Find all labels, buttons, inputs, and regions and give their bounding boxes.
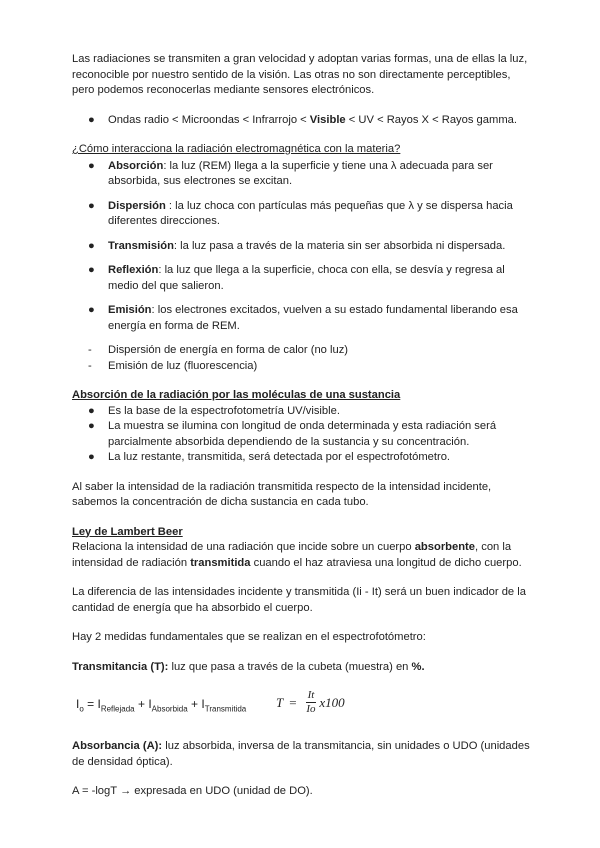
bullet-icon: ● (88, 420, 95, 432)
bullet-icon: ● (88, 159, 95, 172)
lambert-paragraph: Relaciona la intensidad de una radiación que incide sobre un cuerpo absorbente, con la intensidad de radiación transmitida cuando el haz atraviesa una longitud de dicho cuerpo. (72, 541, 522, 569)
list-item: ● Absorción: la luz (REM) llega a la superficie y tiene una λ adecuada para ser absorbida, sus electrones se excitan. (88, 159, 493, 187)
interaction-heading: ¿Cómo interacciona la radiación electromagnética con la materia? (72, 143, 401, 155)
bullet-icon: ● (88, 199, 95, 212)
list-item: ● Dispersión : la luz choca con partículas más pequeñas que λ y se dispersa hacia diferentes direcciones. (88, 199, 513, 227)
fraction: $\frac{It}{Io}$ (306, 689, 316, 715)
dash-icon: - (88, 344, 92, 356)
absorption-list (72, 404, 532, 466)
absorption-heading: Absorción de la radiación por las moléculas de una sustancia (72, 389, 401, 401)
list-item: ● Transmisión: la luz pasa a través de la materia sin ser absorbida ni dispersada. (72, 239, 532, 255)
dash-list (72, 343, 532, 374)
list-item: ● La luz restante, transmitida, será detectada por el espectrofotómetro. (72, 450, 532, 466)
difference-paragraph: La diferencia de las intensidades incidente y transmitida (Ii - It) será un buen indicador de la cantidad de energía que ha absorbido el cuerpo. (72, 586, 526, 614)
bullet-icon: ● (88, 404, 95, 417)
document-page (72, 52, 532, 800)
list-item: - Emisión de luz (fluorescencia) (72, 359, 532, 375)
bullet-icon: ● (88, 451, 95, 463)
intro-paragraph: Las radiaciones se transmiten a gran velocidad y adoptan varias formas, una de ellas la luz, reconocible por nuestro sentido de la visión. Las otras no son directamente perceptibles, pero podemos reconocerlas mediante sensores electrónicos. (72, 53, 528, 96)
intensity-sum-formula: $I_o = I_{Reflejada} + I_{Absorbida} + I_{Transmitida}$ (76, 697, 247, 714)
spectrum-item: ● Ondas radio < Microondas < Infrarrojo < Visible < UV < Rayos X < Rayos gamma. (72, 113, 532, 129)
list-item: - Dispersión de energía en forma de calor (no luz) (72, 343, 532, 359)
spectrum-list (72, 113, 532, 129)
list-item: ● Reflexión: la luz que llega a la superficie, choca con ella, se desvía y regresa al medio del que salieron. (88, 264, 505, 292)
measures-paragraph: Hay 2 medidas fundamentales que se realizan en el espectrofotómetro: (72, 631, 426, 643)
dash-icon: - (88, 359, 92, 372)
absorbance-formula: A = -logT → expresada en UDO (unidad de DO). (72, 785, 313, 797)
interaction-list (72, 159, 532, 335)
bullet-icon: ● (88, 113, 95, 126)
absorbance-paragraph: Absorbancia (A): luz absorbida, inversa de la transmitancia, sin unidades o UDO (unidades de densidad óptica). (72, 740, 530, 768)
transmittance-equation: T = $\frac{It}{Io}$ x100 (276, 689, 345, 715)
bullet-icon: ● (88, 239, 95, 252)
list-item: ● La muestra se ilumina con longitud de onda determinada y esta radiación será parcialmente absorbida dependiendo de la sustancia y su concentración. (88, 420, 497, 448)
list-item: ● Emisión: los electrones excitados, vuelven a su estado fundamental liberando esa energía en forma de REM. (88, 304, 518, 332)
knowing-paragraph: Al saber la intensidad de la radiación transmitida respecto de la intensidad incidente, sabemos la concentración de dicha sustancia en cada tubo. (72, 480, 492, 508)
list-item: ● Es la base de la espectrofotometría UV/visible. (72, 404, 532, 420)
transmittance-paragraph: Transmitancia (T): luz que pasa a través de la cubeta (muestra) en %. (72, 660, 425, 673)
lambert-heading: Ley de Lambert Beer (72, 525, 183, 538)
bullet-icon: ● (88, 304, 95, 316)
bullet-icon: ● (88, 264, 95, 276)
transmittance-formula (76, 689, 532, 721)
